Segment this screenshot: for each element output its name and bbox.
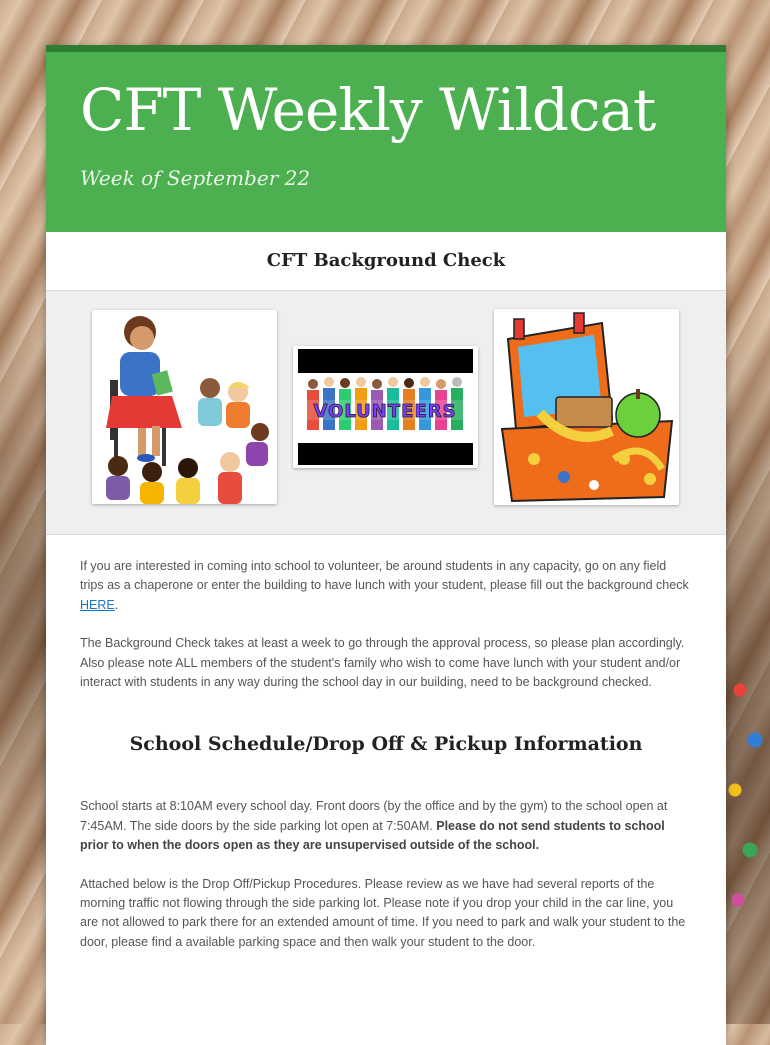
image-gallery [46,291,726,535]
volunteers-illustration [293,346,478,468]
schedule-paragraph-2: Attached below is the Drop Off/Pickup Procedures. Please review as we have had several reports of the morning traffic not flowing through the side parking lot. Please note if you drop your child in the car line, you are not allowed to park there for an extended amount of time. If you need to park and walk your student to the door, please find a available parking space and then walk your student to the door. [80,876,686,949]
background-check-link[interactable]: HERE [80,597,115,612]
paragraph-text: School starts at 8:10AM every school day. Front doors (by the office and by the gym) to the school open at 7:45AM. The side doors by the side parking lot open at 7:50AM. [80,799,668,833]
background-check-body [46,535,726,692]
newsletter-title: CFT Weekly Wildcat [80,76,656,144]
background-crayons [720,660,770,920]
newsletter-subtitle: Week of September 22 [80,166,311,190]
volunteers-banner-image[interactable] [293,346,478,468]
paragraph-text: . [114,597,119,612]
newsletter-header [46,45,726,232]
volunteers-text: VOLUNTEERS [313,401,457,422]
lunchbox-image[interactable] [494,309,679,505]
lunchbox-illustration [494,309,679,505]
newsletter-card [46,45,726,1045]
paragraph-text: If you are interested in coming into school to volunteer, be around students in any capacity, go on any field trips as a chaperone or enter the building to have lunch with your student, please fill out the background check [80,559,689,593]
background-check-title: CFT Background Check [46,232,726,291]
schedule-body [46,755,726,952]
schedule-paragraph-1 [80,797,692,855]
background-check-paragraph-2: The Background Check takes at least a week to go through the approval process, so please plan accordingly. Also please note ALL members of the student's family who wish to come have lunch with your student and/or interact with students in any way during the school day in our building, need to be background checked. [80,636,685,690]
teacher-reading-to-children-image[interactable] [92,310,277,504]
important-notice: Please do not send students to school prior to when the doors open as they are unsupervised outside of the school. [80,818,665,853]
background-check-paragraph-1 [80,557,692,615]
teacher-illustration [92,310,277,504]
schedule-title: School Schedule/Drop Off & Pickup Information [129,733,643,756]
